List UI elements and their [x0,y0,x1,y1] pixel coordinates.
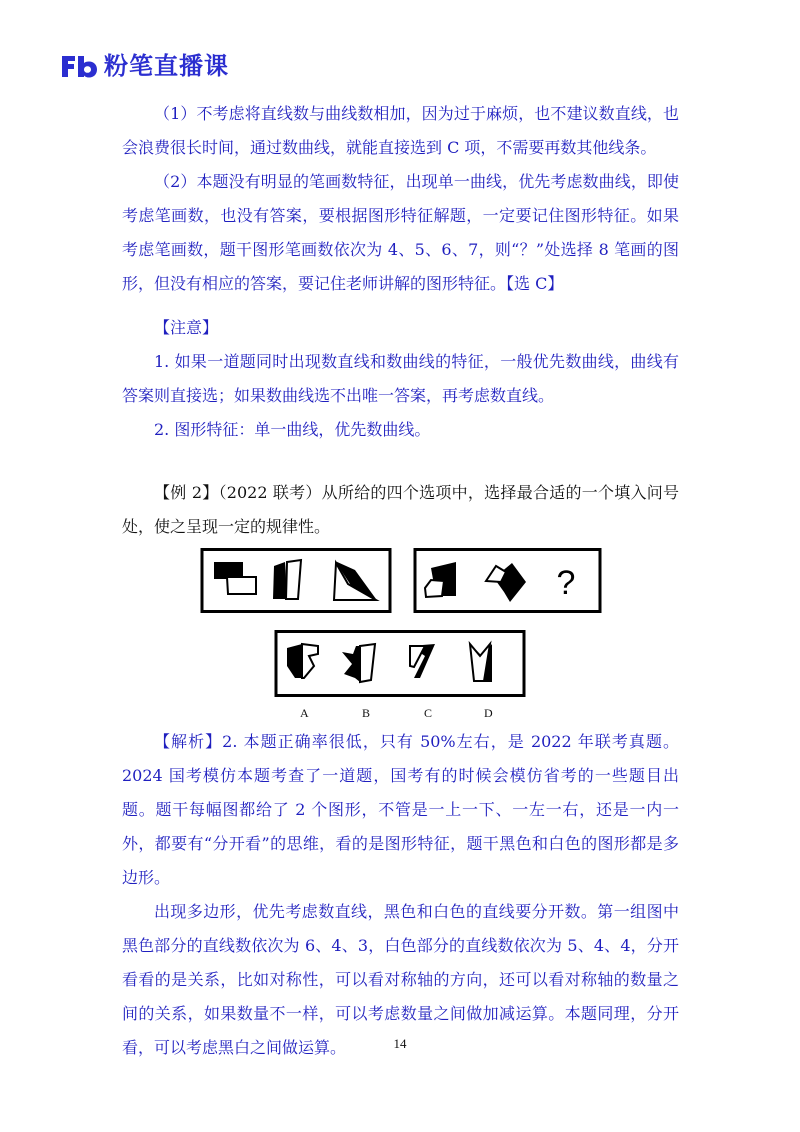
logo [60,52,229,80]
option-label-b: B [362,706,371,720]
logo-text: 粉笔直播课 [104,52,229,80]
note-item-1: 1. 如果一道题同时出现数直线和数曲线的特征，一般优先数曲线，曲线有答案则直接选；如果数曲线选不出唯一答案，再考虑数直线。 [122,352,679,405]
example-question [122,476,679,544]
stem-shape-2 [273,560,301,599]
option-label-d: D [484,706,493,720]
option-label-a: A [300,706,309,720]
example-text: 【例 2】（2022 联考）从所给的四个选项中，选择最合适的一个填入问号处，使之呈现一定的规律性。 [122,483,679,536]
note-title: 【注意】 [154,318,219,337]
paragraph-1: （1）不考虑将直线数与曲线数相加，因为过于麻烦，也不建议数直线，也会浪费很长时间，通过数曲线，就能直接选到 C 项，不需要再数其他线条。 [122,104,679,157]
options-figure [274,630,526,698]
analysis-continued [122,97,679,301]
analysis-paragraph-1: 【解析】2. 本题正确率很低，只有 50%左右，是 2022 年联考真题。2024 国考模仿本题考查了一道题，国考有的时候会模仿省考的一些题目出题。题干每幅图都给了 2 个图形，不管是一上一下、一左一右，还是一内一外，都要有“分开看”的思维，看的是图形特征，题干黑色和白色的图形都是多边形。 [122,732,679,887]
fb-logo-icon [60,53,98,79]
paragraph-2: （2）本题没有明显的笔画数特征，出现单一曲线，优先考虑数曲线，即使考虑笔画数，也没有答案，要根据图形特征解题，一定要记住图形特征。如果考虑笔画数，题干图形笔画数依次为 4、5、6、7，则“？”处选择 8 笔画的图形，但没有相应的答案，要记住老师讲解的图形特征。【选 C】 [122,172,679,293]
analysis-section [122,725,679,1065]
page-number: 14 [393,1036,407,1051]
option-label-c: C [424,706,433,720]
note-section [122,311,679,447]
question-figure [200,548,602,616]
note-item-2: 2. 图形特征：单一曲线，优先数曲线。 [154,420,431,439]
analysis-paragraph-2: 出现多边形，优先考虑数直线，黑色和白色的直线要分开数。第一组图中黑色部分的直线数依次为 6、4、3，白色部分的直线数依次为 5、4、4，分开看看的是关系，比如对称性，可以看对称轴的方向，还可以看对称轴的数量之间的关系，如果数量不一样，可以考虑数量之间做加减运算。本题同理，分开看，可以考虑黑白之间做运算。 [122,902,679,1057]
question-mark: ? [556,564,576,602]
